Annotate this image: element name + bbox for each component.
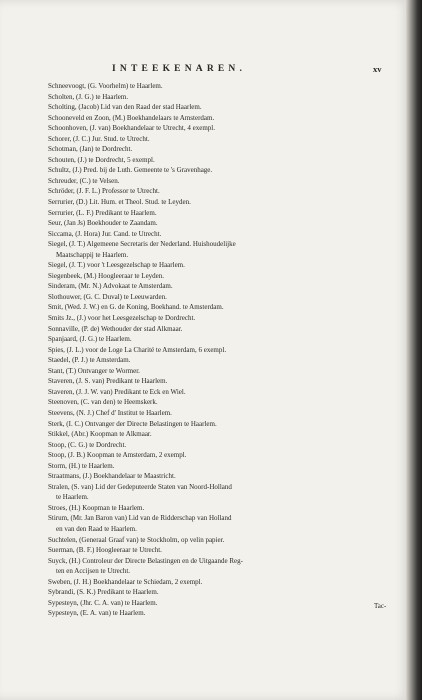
entry-continuation: te Haarlem. xyxy=(56,493,89,502)
subscriber-entry xyxy=(48,165,386,176)
subscriber-entry xyxy=(48,598,386,609)
entry-line: Staveren, (J. J. W. van) Predikant te Eck en Wiel. xyxy=(48,387,186,396)
book-spine-edge xyxy=(406,0,422,700)
entry-line: Sybrandi, (S. K.) Predikant te Haarlem. xyxy=(48,588,159,597)
entry-line: Schouten, (J.) te Dordrecht, 5 exempl. xyxy=(48,155,155,164)
subscriber-entry xyxy=(48,313,386,324)
subscriber-entry xyxy=(48,144,386,155)
entry-line: Spies, (J. L.) voor de Loge La Charité te Amsterdam, 6 exempl. xyxy=(48,345,227,354)
subscriber-list xyxy=(48,81,386,619)
subscriber-entry xyxy=(48,102,386,113)
subscriber-entry xyxy=(48,134,386,145)
subscriber-entry xyxy=(48,113,386,124)
subscriber-entry xyxy=(48,218,386,229)
subscriber-entry xyxy=(48,471,386,482)
subscriber-entry xyxy=(48,461,386,472)
entry-line: Sweben, (J. H.) Boekhandelaar te Schiedam, 2 exempl. xyxy=(48,577,203,586)
subscriber-entry xyxy=(48,545,386,556)
entry-line: Siegel, (J. T.) Algemeene Secretaris der Nederland. Huishoudelijke xyxy=(48,240,236,249)
entry-line: Schotman, (Jan) te Dordrecht. xyxy=(48,145,133,154)
entry-line: Staveren, (J. S. van) Predikant te Haarlem. xyxy=(48,377,168,386)
entry-line: Stoop, (J. B.) Koopman te Amsterdam, 2 exempl. xyxy=(48,451,187,460)
entry-line: Sypesteyn, (Jhr. C. A. van) te Haarlem. xyxy=(48,598,158,607)
subscriber-entry xyxy=(48,355,386,366)
subscriber-entry xyxy=(48,271,386,282)
entry-line: Stant, (T.) Ontvanger te Wormer. xyxy=(48,366,140,375)
entry-line: Stirum, (Mr. Jan Baron van) Lid van de Ridderschap van Holland xyxy=(48,514,232,523)
entry-line: Sypesteyn, (E. A. van) te Haarlem. xyxy=(48,609,146,618)
entry-line: Siegel, (J. T.) voor 't Leesgezelschap te Haarlem. xyxy=(48,261,185,270)
entry-line: Scholting, (Jacob) Lid van den Raad der stad Haarlem. xyxy=(48,103,202,112)
subscriber-entry xyxy=(48,123,386,134)
entry-line: Schoonhoven, (J. van) Boekhandelaar te Utrecht, 4 exempl. xyxy=(48,124,215,133)
entry-continuation: Maatschappij te Haarlem. xyxy=(56,250,129,259)
subscriber-entry xyxy=(48,450,386,461)
subscriber-entry xyxy=(48,556,386,577)
subscriber-entry xyxy=(48,513,386,534)
entry-line: Suyck, (H.) Controleur der Directe Belastingen en de Uitgaande Reg- xyxy=(48,556,243,565)
page-number: xv xyxy=(373,64,382,74)
subscriber-entry xyxy=(48,397,386,408)
subscriber-entry xyxy=(48,587,386,598)
entry-line: Smits Jz., (J.) voor het Leesgezelschap te Dordrecht. xyxy=(48,314,196,323)
subscriber-entry xyxy=(48,376,386,387)
subscriber-entry xyxy=(48,440,386,451)
subscriber-entry xyxy=(48,260,386,271)
entry-line: Straatmans, (J.) Boekhandelaar te Maastricht. xyxy=(48,472,176,481)
entry-line: Schooneveld en Zoon, (M.) Boekhandelaars te Amsterdam. xyxy=(48,113,215,122)
entry-line: Spanjaard, (J. G.) te Haarlem. xyxy=(48,335,132,344)
entry-line: Scholten, (J. G.) te Haarlem. xyxy=(48,92,129,101)
subscriber-entry xyxy=(48,387,386,398)
subscriber-entry xyxy=(48,176,386,187)
subscriber-entry xyxy=(48,281,386,292)
subscriber-entry xyxy=(48,229,386,240)
entry-line: Stikkel, (Abr.) Koopman te Alkmaar. xyxy=(48,430,152,439)
subscriber-entry xyxy=(48,92,386,103)
subscriber-entry xyxy=(48,186,386,197)
entry-line: Slothouwer, (G. C. Duval) te Leeuwarden. xyxy=(48,292,167,301)
subscriber-entry xyxy=(48,429,386,440)
entry-line: Staedel, (P. J.) te Amsterdam. xyxy=(48,356,131,365)
entry-line: Steenoven, (C. van den) te Heemskerk. xyxy=(48,398,158,407)
entry-line: Serrurier, (L. F.) Predikant te Haarlem. xyxy=(48,208,157,217)
subscriber-entry xyxy=(48,608,386,619)
running-title: INTEEKENAREN. xyxy=(112,64,247,74)
subscriber-entry xyxy=(48,239,386,260)
entry-line: Sonnaville, (P. de) Wethouder der stad Alkmaar. xyxy=(48,324,183,333)
entry-line: Schreuder, (C.) te Velsen. xyxy=(48,176,120,185)
entry-line: Steevens, (N. J.) Chef d' Institut te Haarlem. xyxy=(48,408,172,417)
entry-continuation: en van den Raad te Haarlem. xyxy=(56,524,137,533)
entry-line: Schultz, (J.) Pred. bij de Luth. Gemeente te 's Gravenhage. xyxy=(48,166,213,175)
subscriber-entry xyxy=(48,324,386,335)
subscriber-entry xyxy=(48,208,386,219)
entry-line: Siegenbeek, (M.) Hoogleeraar te Leyden. xyxy=(48,271,165,280)
entry-line: Serrurier, (D.) Lit. Hum. et Theol. Stud. te Leyden. xyxy=(48,198,191,207)
subscriber-entry xyxy=(48,155,386,166)
entry-line: Storm, (H.) te Haarlem. xyxy=(48,461,115,470)
entry-line: Sinderam, (Mr. N.) Advokaat te Amsterdam. xyxy=(48,282,173,291)
entry-line: Stroes, (H.) Koopman te Haarlem. xyxy=(48,503,145,512)
subscriber-entry xyxy=(48,302,386,313)
subscriber-entry xyxy=(48,345,386,356)
entry-continuation: ten en Accijsen te Utrecht. xyxy=(56,567,131,576)
page-header xyxy=(0,64,410,78)
subscriber-entry xyxy=(48,482,386,503)
entry-line: Suchtelen, (Generaal Graaf van) te Stockholm, op velin papier. xyxy=(48,535,225,544)
entry-line: Stoop, (C. G.) te Dordrecht. xyxy=(48,440,127,449)
entry-line: Smit, (Wed. J. W.) en G. de Koning, Boekhand. te Amsterdam. xyxy=(48,303,224,312)
subscriber-entry xyxy=(48,366,386,377)
subscriber-entry xyxy=(48,81,386,92)
subscriber-entry xyxy=(48,292,386,303)
entry-line: Stralen, (S. van) Lid der Gedeputeerde Staten van Noord-Holland xyxy=(48,482,232,491)
catchword: Tac- xyxy=(374,602,387,610)
entry-line: Schneevoogt, (G. Voorhelm) te Haarlem. xyxy=(48,82,163,90)
entry-line: Schröder, (J. F. L.) Professor te Utrecht. xyxy=(48,187,160,196)
entry-line: Suerman, (B. F.) Hoogleeraar te Utrecht. xyxy=(48,546,162,555)
subscriber-entry xyxy=(48,197,386,208)
entry-line: Siccama, (J. Hora) Jur. Cand. te Utrecht. xyxy=(48,229,162,238)
subscriber-entry xyxy=(48,577,386,588)
subscriber-entry xyxy=(48,419,386,430)
entry-line: Seur, (Jan Js) Boekhouder te Zaandam. xyxy=(48,219,158,228)
subscriber-entry xyxy=(48,334,386,345)
entry-line: Sterk, (I. C.) Ontvanger der Directe Belastingen te Haarlem. xyxy=(48,419,217,428)
subscriber-entry xyxy=(48,535,386,546)
subscriber-entry xyxy=(48,408,386,419)
entry-line: Schorer, (J. C.) Jur. Stud. te Utrecht. xyxy=(48,134,150,143)
subscriber-entry xyxy=(48,503,386,514)
